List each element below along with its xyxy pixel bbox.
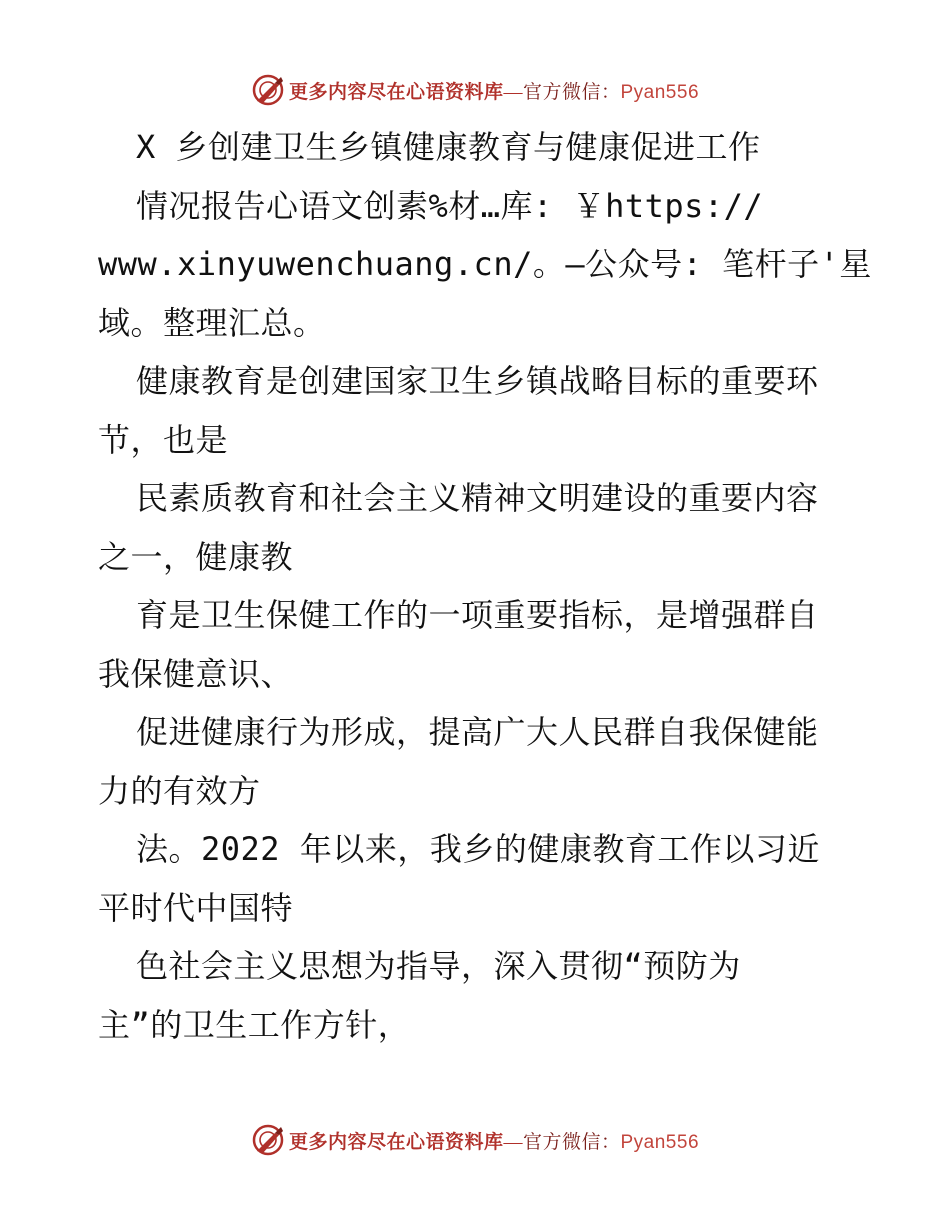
text-line: 育是卫生保健工作的一项重要指标，是增强群自: [136, 596, 819, 634]
text-line: 平时代中国特: [98, 888, 294, 927]
document-body: [98, 118, 872, 1054]
text-line: 主”的卫生工作方针，: [98, 1005, 411, 1044]
banner-dash: —: [503, 1131, 523, 1153]
text-line: 域。整理汇总。: [98, 303, 326, 342]
pen-logo-icon: [251, 1123, 285, 1157]
text-line: 节，也是: [98, 420, 229, 459]
pen-logo-icon: [251, 73, 285, 107]
header-banner: [0, 70, 950, 110]
text-line: 之一，健康教: [98, 537, 294, 576]
banner-main-text: 更多内容尽在心语资料库: [288, 81, 504, 103]
footer-banner: [0, 1120, 950, 1160]
banner-dash: —: [503, 81, 523, 103]
text-line: 法。2022 年以来，我乡的健康教育工作以习近: [136, 830, 820, 868]
text-line: 民素质教育和社会主义精神文明建设的重要内容: [136, 479, 819, 517]
text-line: 促进健康行为形成，提高广大人民群自我保健能: [136, 713, 819, 751]
banner-account: Pyan556: [620, 81, 700, 103]
text-line: 力的有效方: [98, 771, 261, 810]
text-line: X 乡创建卫生乡镇健康教育与健康促进工作: [136, 128, 761, 166]
banner-main-text: 更多内容尽在心语资料库: [288, 1131, 504, 1153]
text-line: 我保健意识、: [98, 654, 294, 693]
banner-text: [289, 1127, 699, 1154]
text-line: www.xinyuwenchuang.cn/。—公众号: 笔杆子'星: [98, 245, 872, 283]
banner-wechat-label: 官方微信：: [522, 81, 621, 103]
text-line: 情况报告心语文创素%材…库: ￥https://: [136, 186, 764, 225]
banner-account: Pyan556: [620, 1131, 700, 1153]
banner-wechat-label: 官方微信：: [522, 1131, 621, 1153]
banner-text: [289, 77, 699, 104]
text-line: 色社会主义思想为指导，深入贯彻“预防为: [136, 947, 741, 985]
text-line: 健康教育是创建国家卫生乡镇战略目标的重要环: [136, 362, 819, 400]
